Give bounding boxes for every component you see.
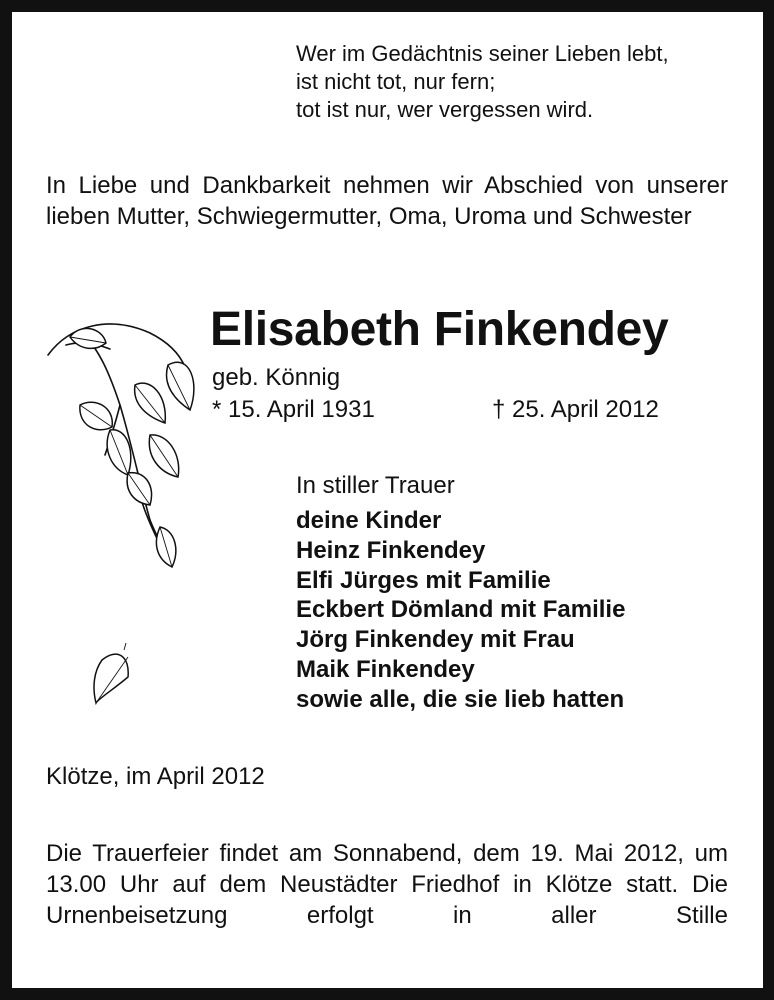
birch-branch-icon [40,305,200,715]
mourning-label: In stiller Trauer [296,472,455,499]
mourner-entry: Eckbert Dömland mit Familie [296,596,626,624]
death-date: † 25. April 2012 [492,396,659,423]
mourner-entry: Jörg Finkendey mit Frau [296,626,575,654]
place-and-date: Klötze, im April 2012 [46,763,265,790]
mourners-list [296,506,625,715]
motto-verse [296,40,736,124]
motto-line: ist nicht tot, nur fern; [296,69,496,94]
mourner-entry: Heinz Finkendey [296,536,486,564]
mourner-entry: Elfi Jürges mit Familie [296,566,551,594]
birth-name: geb. Könnig [212,364,341,391]
motto-line: tot ist nur, wer vergessen wird. [296,97,594,122]
motto-line: Wer im Gedächtnis seiner Lieben lebt, [296,41,669,66]
birth-date: * 15. April 1931 [212,396,375,423]
deceased-name: Elisabeth Finkendey [210,303,669,356]
farewell-intro: In Liebe und Dankbarkeit nehmen wir Abschied von unserer lieben Mutter, Schwiegermutter, Oma, Uroma und Schwester [46,172,728,230]
funeral-notice: Die Trauerfeier findet am Sonnabend, dem 19. Mai 2012, um 13.00 Uhr auf dem Neustädter Friedhof in Klötze statt. Die Urnenbeisetzung erfolgt in aller Stille [46,840,728,929]
mourner-entry: Maik Finkendey [296,655,475,683]
mourner-entry: sowie alle, die sie lieb hatten [296,685,625,713]
mourner-entry: deine Kinder [296,507,442,534]
